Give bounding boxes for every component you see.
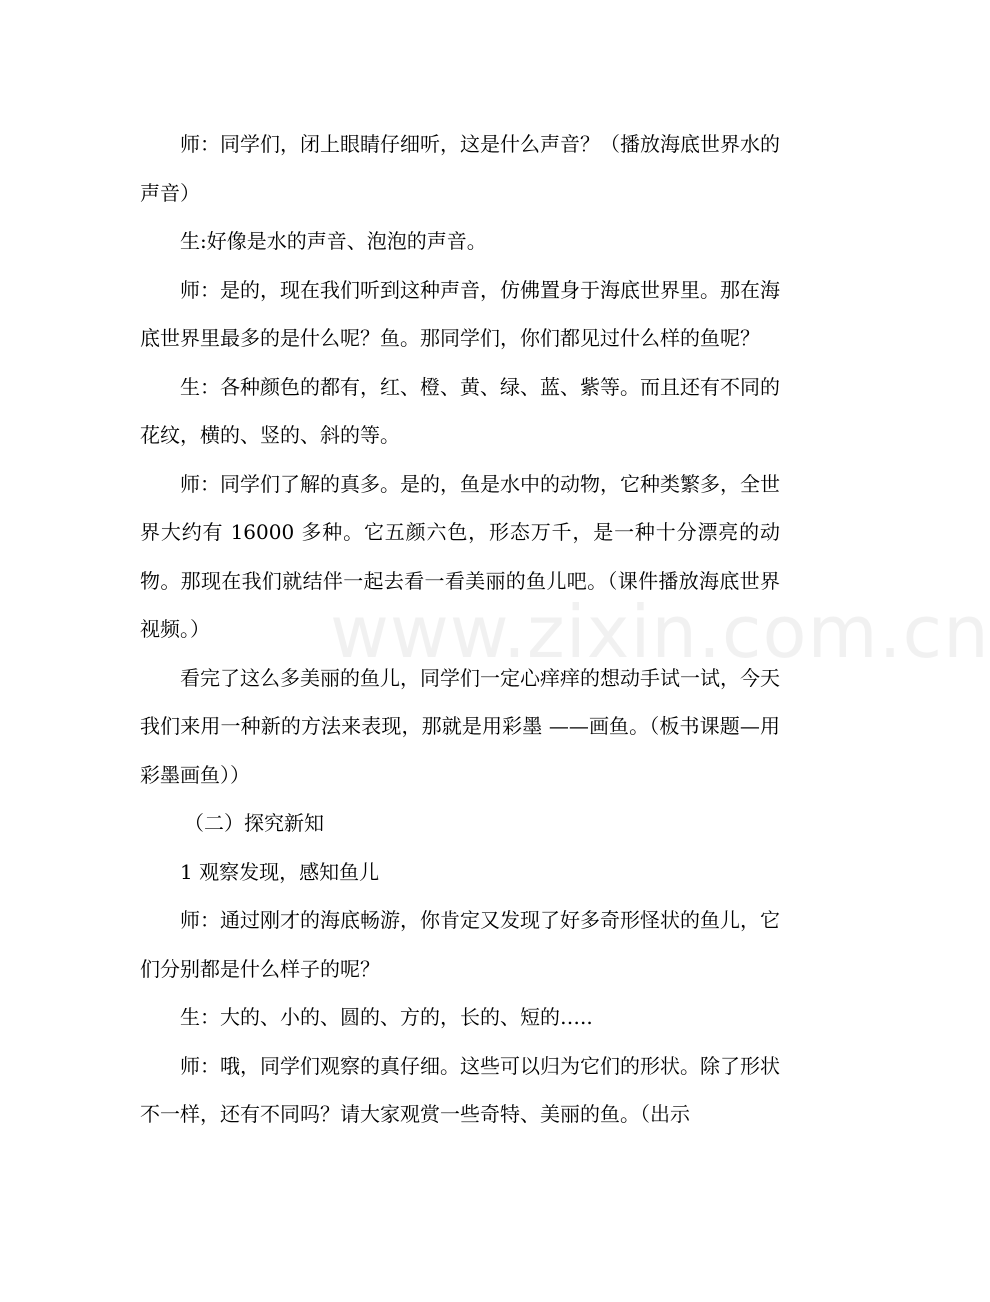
section-heading: （二）探究新知 — [184, 811, 324, 835]
paragraph-9: 师：哦，同学们观察的真仔细。这些可以归为它们的形状。除了形状不一样，还有不同吗？请大家观赏一些奇特、美丽的鱼。（出示 — [140, 1053, 780, 1126]
paragraph-5: 师：同学们了解的真多。是的，鱼是水中的动物，它种类繁多，全世界大约有 16000 多种。它五颜六色，形态万千，是一种十分漂亮的动物。那现在我们就结伴一起去看一看美丽的鱼儿吧。（课件播放海底世界视频。） — [140, 471, 780, 641]
paragraph-4: 生：各种颜色的都有，红、橙、黄、绿、蓝、紫等。而且还有不同的花纹，横的、竖的、斜的等。 — [140, 374, 780, 447]
subsection-heading: 1 观察发现，感知鱼儿 — [180, 859, 380, 884]
watermark: www.zixin.com.cn — [330, 590, 990, 674]
paragraph-8: 生：大的、小的、圆的、方的，长的、短的….. — [180, 1005, 593, 1029]
paragraph-3: 师：是的，现在我们听到这种声音，仿佛置身于海底世界里。那在海底世界里最多的是什么呢？鱼。那同学们，你们都见过什么样的鱼呢？ — [140, 277, 780, 350]
paragraph-7: 师：通过刚才的海底畅游，你肯定又发现了好多奇形怪状的鱼儿，它们分别都是什么样子的呢？ — [140, 908, 780, 981]
paragraph-1: 师：同学们，闭上眼睛仔细听，这是什么声音？（播放海底世界水的声音） — [140, 132, 780, 205]
paragraph-6: 看完了这么多美丽的鱼儿，同学们一定心痒痒的想动手试一试，今天我们来用一种新的方法来表现，那就是用彩墨 ——画鱼。（板书课题—用彩墨画鱼）） — [140, 665, 780, 787]
paragraph-2: 生:好像是水的声音、泡泡的声音。 — [180, 229, 487, 253]
document-body — [140, 120, 780, 1139]
